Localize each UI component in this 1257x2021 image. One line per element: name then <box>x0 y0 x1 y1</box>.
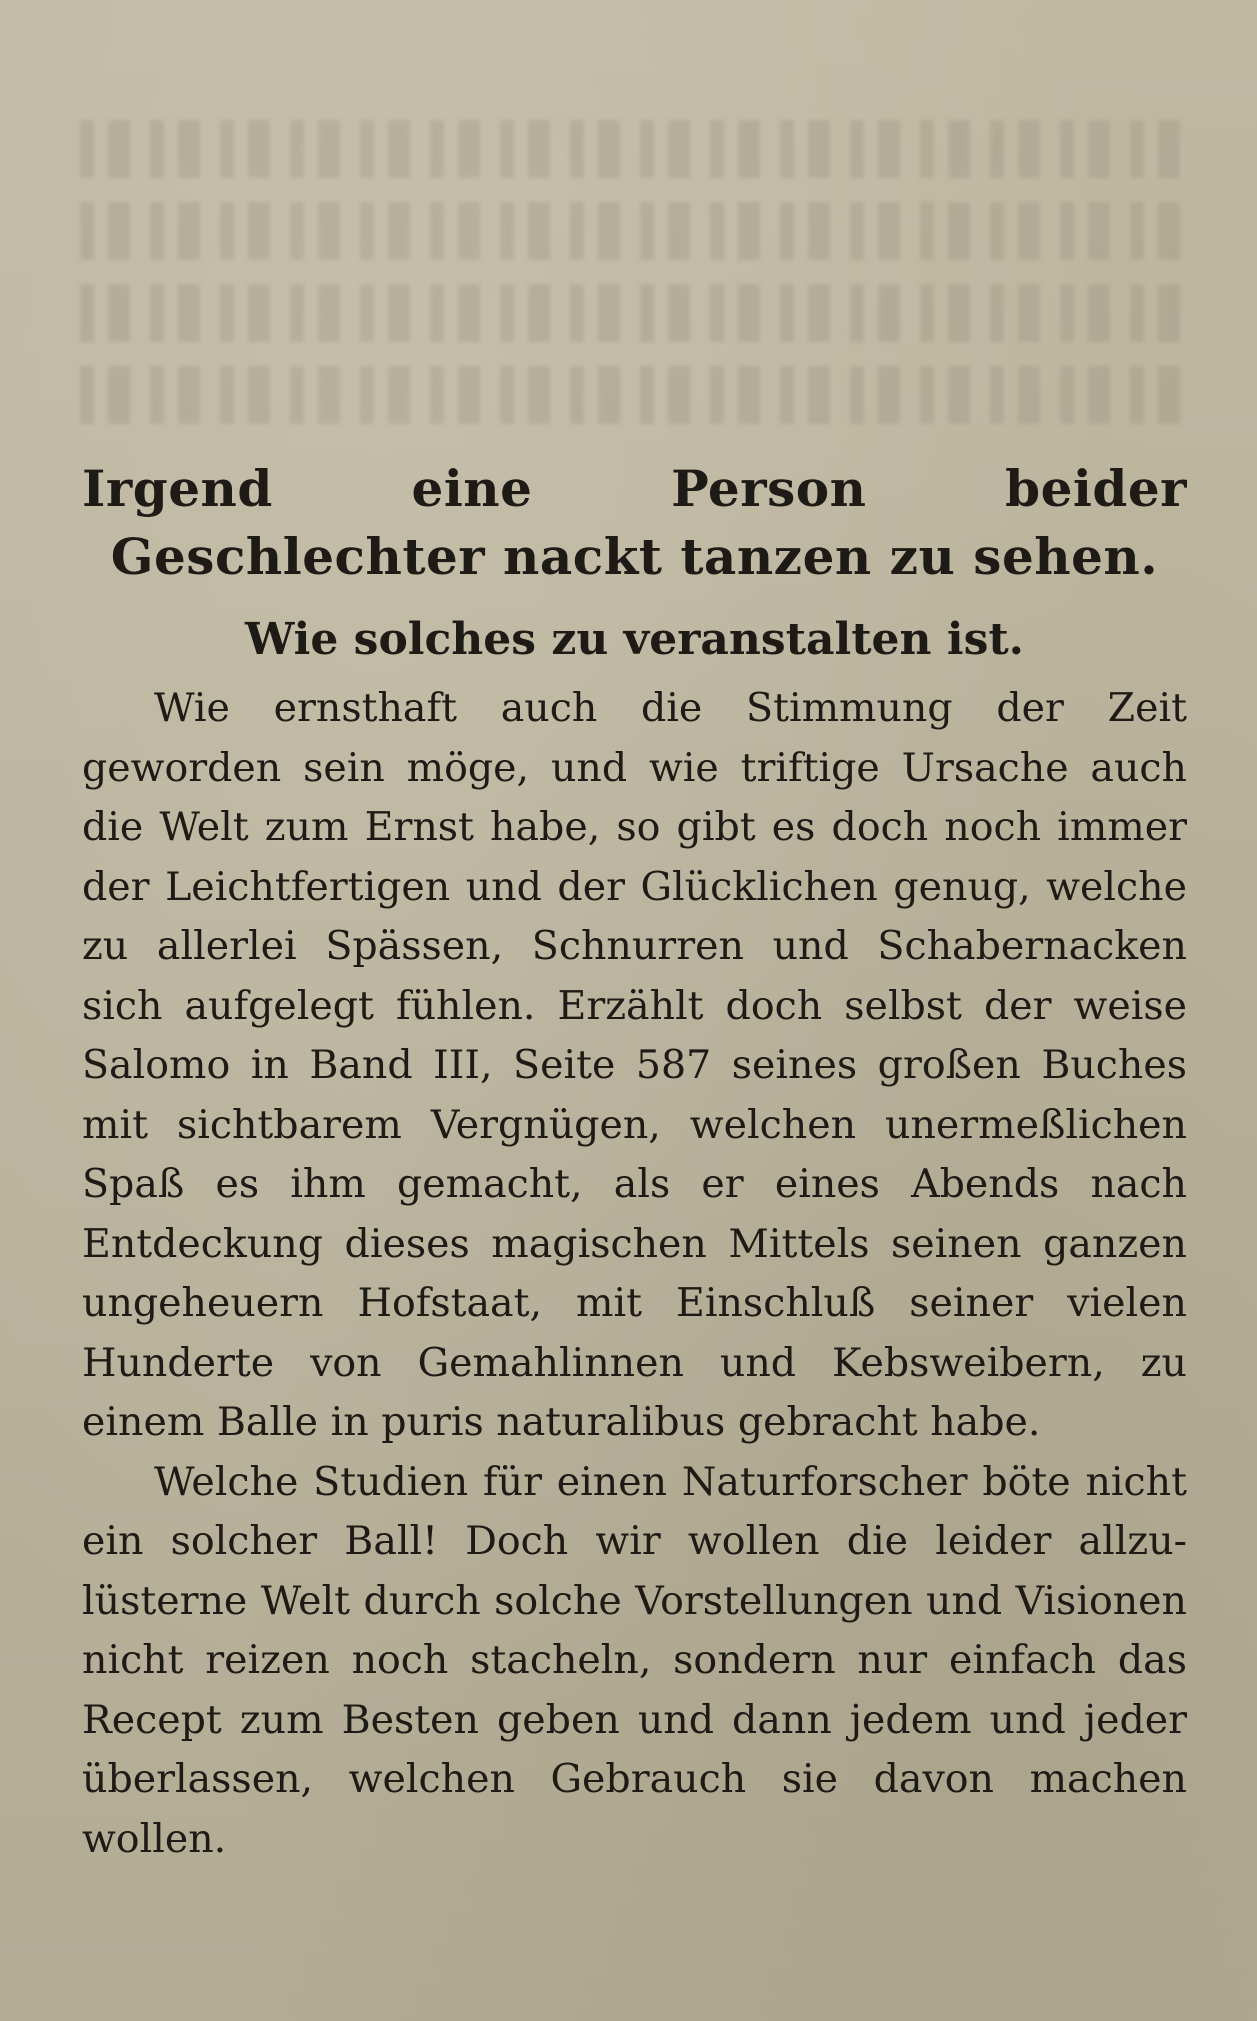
chapter-subtitle: Wie solches zu veranstalten ist. <box>245 614 1024 665</box>
paragraph-2: Welche Studien für einen Naturforscher böte nicht ein solcher Ball! Doch wir wollen die leider allzulüsterne Welt durch solche Vorstellungen und Visionen nicht reizen noch stacheln, sondern nur einfach das Recept zum Besten geben und dann jedem und jeder überlassen, welchen Gebrauch sie davon machen wollen. <box>82 1458 1187 1862</box>
paragraph-1: Wie ernsthaft auch die Stimmung der Zeit geworden sein möge, und wie triftige Ursache auch die Welt zum Ernst habe, so gibt es doch noch immer der Leichtfertigen und der Glücklichen genug, welche zu allerlei Spässen, Schnurren und Schabernacken sich aufgelegt fühlen. Erzählt doch selbst der weise Salomo in Band III, Seite 587 seines großen Buches mit sichtbarem Vergnügen, welchen unermeßlichen Spaß es ihm gemacht, als er eines Abends nach Entdeckung dieses magischen Mittels seinen ganzen ungeheuern Hofstaat, mit Einschluß seiner vielen Hunderte von Gemahlinnen und Kebsweibern, zu einem Balle in puris naturalibus gebracht habe. <box>82 685 1187 1445</box>
show-through-text <box>80 120 1180 450</box>
page-text <box>82 455 1187 1869</box>
chapter-title: Irgend eine Person beider Geschlechter nackt tanzen zu sehen. <box>82 459 1187 586</box>
